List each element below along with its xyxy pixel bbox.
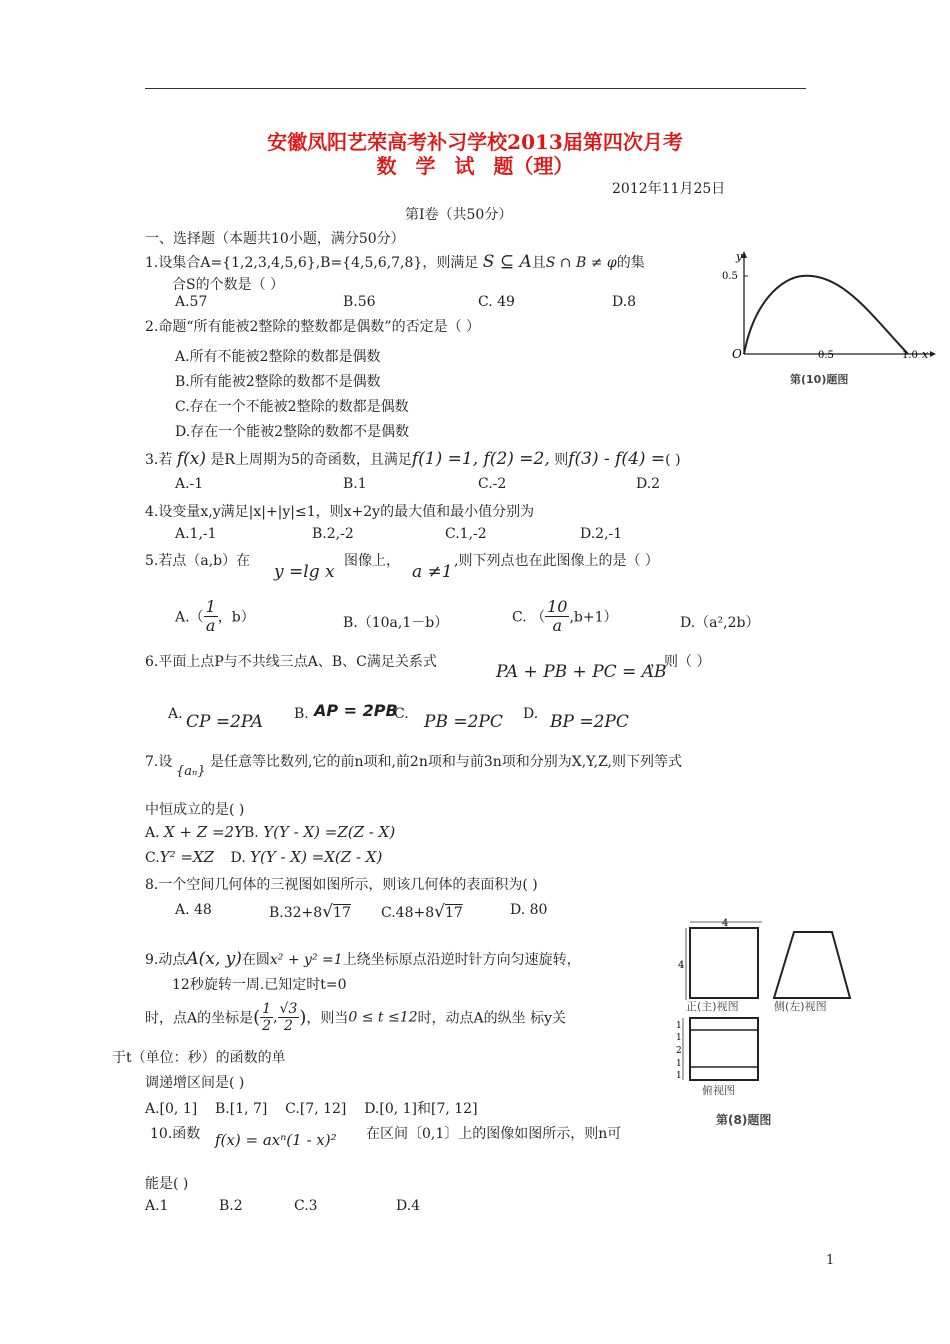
q9-frac1-den: 2 [262,1018,272,1034]
q6-opt-b-label: B. [294,706,309,722]
q3-opt-c: C.-2 [478,476,507,492]
q5-opt-a-post: ，b） [217,609,255,626]
fig8-front-view [690,928,758,998]
q7-row2 [145,848,382,866]
q9-tail: 上绕坐标原点沿逆时针方向匀速旋转， [342,952,581,968]
q4-stem: 4.设变量x,y满足|x|+|y|≤1，则x+2y的最大值和最小值分别为 [145,504,535,520]
q4-opt-b: B.2,-2 [312,526,354,542]
fig8-caption: 第(8)题图 [716,1113,772,1127]
q7-opt-a: X + Z =2Y [164,823,245,841]
exam-date: 2012年11月25日 [612,181,726,197]
q8-opt-c-text: C.48+8 [381,905,435,921]
fig8-top-dim: 4 [722,918,729,929]
part-heading: 一、选择题（本题共10小题，满分50分） [145,231,405,247]
q5-opt-c-post: ,b+1） [569,609,618,626]
q9-line3-pre: 时，点A的坐标是 [145,1010,254,1027]
q10-tail: 在区间〔0,1〕上的图像如图所示，则n可 [366,1126,622,1142]
q5-opt-a-frac [204,598,218,635]
fig10-curve [744,276,908,354]
q9-circle: x² + y² =1 [269,952,343,968]
q9-frac2-num: √3 [279,1001,298,1017]
q3-opt-b: B.1 [343,476,367,492]
q5-eq: y =lg x [274,562,335,582]
q8-opt-b-rad: 17 [333,905,351,921]
q9-line5: 调递增区间是( ) [145,1075,245,1091]
q10-opt-a: A.1 [145,1198,169,1214]
q6-opt-b: AP = 2PB [314,701,398,720]
page-number: 1 [826,1253,835,1268]
q1-cond2: S ∩ B ≠ φ [545,255,617,271]
q10-opt-d: D.4 [396,1198,421,1214]
q3-fx: f(x) [176,449,206,469]
q5-tail: ,则下列点也在此图像上的是（ ） [454,553,659,569]
q8-opt-c-rad: 17 [444,905,463,921]
q1-text: 1.设集合A={1,2,3,4,5,6},B={4,5,6,7,8}，则满足 [145,255,479,271]
fig10-y-tick-label: 0.5 [722,271,738,282]
sqrt-icon: √ [322,902,334,922]
q7-row1 [145,823,395,841]
sqrt-icon: √ [434,902,445,922]
q7-opt-b: Y(Y - X) =Z(Z - X) [263,823,396,841]
q5-opt-c [512,598,618,635]
q8-opt-c [381,902,463,922]
q5-opt-c-num: 10 [547,597,568,616]
q5-opt-a-pre: A.（ [175,609,204,626]
q6-eq: PA + PB + PC = AB [496,662,667,682]
q7-opt-c-label: C. [145,850,160,866]
q5-opt-c-den: a [552,616,563,635]
q1-tail: 的集 [616,255,645,271]
q5-cond: a ≠1 [412,562,453,582]
fig8-side-label: 侧(左)视图 [774,1000,827,1013]
q6-opt-d-label: D. [523,706,539,722]
q4-opt-c: C.1,-2 [445,526,487,542]
q9-frac2 [278,1001,300,1034]
fig8-top-view [690,1018,758,1080]
fig10-caption: 第(10)题图 [790,373,849,386]
q3-opt-a: A.-1 [175,476,204,492]
q6-opt-a-label: A. [168,706,183,722]
fig8-top-label: 俯视图 [702,1084,735,1097]
q3-then: 则 [554,452,569,468]
q4-opt-d: D.2,-1 [580,526,623,542]
q1-opt-d: D.8 [612,294,637,310]
q7-opt-a-label: A. [145,825,160,841]
q3-opt-d: D.2 [636,476,661,492]
fig10-origin: O [732,347,742,361]
q7-opt-d-label: D. [230,850,246,866]
fig8-dim-2: 1 [676,1033,682,1043]
q1-mid: 且 [531,255,546,271]
q10-fn: f(x) = axⁿ(1 - x)² [215,1131,337,1149]
fig8-dim-5: 1 [676,1071,682,1081]
fig8-three-views [666,916,860,1134]
q1-stem [145,252,645,272]
q9-line3-tail: 时，动点A的纵坐 标y关 [417,1010,567,1027]
q3-stem [145,449,681,469]
section-header: 第Ⅰ卷（共50分） [405,207,513,223]
q9-line3 [145,1001,566,1034]
q7-pre: 7.设 [145,754,173,770]
q9-paren-close: ) [299,1007,307,1028]
q4-opt-a: A.1,-1 [175,526,217,542]
q1-cond: S ⊆ A [482,252,532,272]
q7-opt-c: Y² =XZ [159,848,215,866]
q2-opt-d: D.存在一个能被2整除的数都不是偶数 [175,424,410,440]
q2-opt-a: A.所有不能被2整除的数都是偶数 [175,349,381,365]
q3-expr: f(3) - f(4) = [568,449,666,469]
q3-mid: 是R上周期为5的奇函数，且满足 [210,452,412,468]
q5-pre: 5.若点（a,b）在 [145,553,251,569]
q1-opt-a: A.57 [175,294,208,310]
q3-pre: 3.若 [145,452,173,468]
q6-opt-d: BP =2PC [550,712,629,732]
q9-stem [145,949,581,969]
q8-opt-b-text: B.32+8 [269,905,323,921]
q2-stem: 2.命题“所有能被2整除的整数都是偶数”的否定是（ ） [145,319,481,335]
page-subtitle: 数 学 试 题（理） [376,154,574,178]
fig8-dim-4: 1 [676,1059,682,1069]
q9-paren-open: ( [253,1007,261,1028]
q8-opt-d: D. 80 [510,902,548,918]
q1-opt-b: B.56 [343,294,376,310]
q10-opt-c: C.3 [294,1198,318,1214]
q9-options: A.[0, 1] B.[1, 7] C.[7, 12] D.[0, 1]和[7, 12] [145,1101,478,1117]
fig10-y-label: y [736,250,743,263]
q9-comma: , [273,1009,278,1026]
q6-tail: ，则（ ） [650,654,711,670]
q5-opt-a-num: 1 [205,597,216,616]
fig8-dim-1: 1 [676,1021,682,1031]
q7-opt-b-label: B. [244,825,259,841]
fig8-side-dim: 4 [678,960,685,971]
q9-line3-mid: ，则当 [306,1010,349,1027]
q8-stem: 8.一个空间几何体的三视图如图所示，则该几何体的表面积为( ) [145,877,538,893]
fig10-x-tick2: 1.0 [902,350,918,361]
q5-opt-c-pre: C. （ [512,609,546,626]
q10-opt-b: B.2 [219,1198,243,1214]
q6-stem: 6.平面上点P与不共线三点A、B、C满足关系式 [145,654,437,670]
q7-tail: 是任意等比数列,它的前n项和,前2n项和与前3n项和分别为X,Y,Z,则下列等式 [210,754,682,770]
q5-opt-a-den: a [205,616,216,635]
fig10-x-label: x [922,348,929,361]
q5-opt-b: B.（10a,1－b） [343,615,449,631]
q9-mid: 在圆 [241,952,270,968]
q3-tail: ( ) [665,452,681,468]
q5-mid: 图像上， [344,553,400,569]
q10-line2: 能是( ) [145,1176,189,1192]
q9-range: 0 ≤ t ≤12 [348,1009,418,1026]
q9-frac1 [260,1001,273,1034]
q9-line4: 于t（单位：秒）的函数的单 [112,1050,286,1066]
fig10-graph [722,246,937,396]
q2-opt-c: C.存在一个不能被2整除的数都是偶数 [175,399,409,415]
q6-opt-c-label: C. [394,706,409,722]
q1-line2: 合S的个数是（ ） [172,277,285,293]
q9-frac2-den: 2 [283,1018,293,1034]
q6-opt-c: PB =2PC [424,712,503,732]
q3-cond: f(1) =1, f(2) =2, [411,449,550,469]
fig10-x-arrow [930,351,936,357]
q9-line2: 12秒旋转一周.已知定时t=0 [172,977,347,993]
fig8-front-label: 正(主)视图 [686,1000,739,1013]
q9-pt: A(x, y) [186,949,242,969]
header-rule [145,88,806,89]
q8-opt-b [269,902,351,922]
q10-pre: 10.函数 [150,1126,201,1142]
q7-opt-d: Y(Y - X) =X(Z - X) [250,848,383,866]
q5-opt-d: D.（a²,2b） [680,615,760,631]
fig8-dim-3: 2 [676,1046,682,1056]
q2-opt-b: B.所有能被2整除的数都不是偶数 [175,374,381,390]
fig10-x-tick1: 0.5 [818,350,834,361]
fig8-side-view [774,932,850,998]
q5-opt-a [175,598,255,635]
q5-opt-c-frac [545,598,569,635]
q6-opt-a: CP =2PA [186,712,264,732]
q9-pre: 9.动点 [145,952,187,968]
q9-frac1-num: 1 [262,1001,272,1017]
q8-opt-a: A. 48 [175,902,212,918]
q7-line2: 中恒成立的是( ) [145,802,245,818]
q1-opt-c: C. 49 [478,294,515,310]
q7-seq: {aₙ} [176,764,206,779]
page-title: 安徽凤阳艺荣高考补习学校2013届第四次月考 [267,130,683,154]
